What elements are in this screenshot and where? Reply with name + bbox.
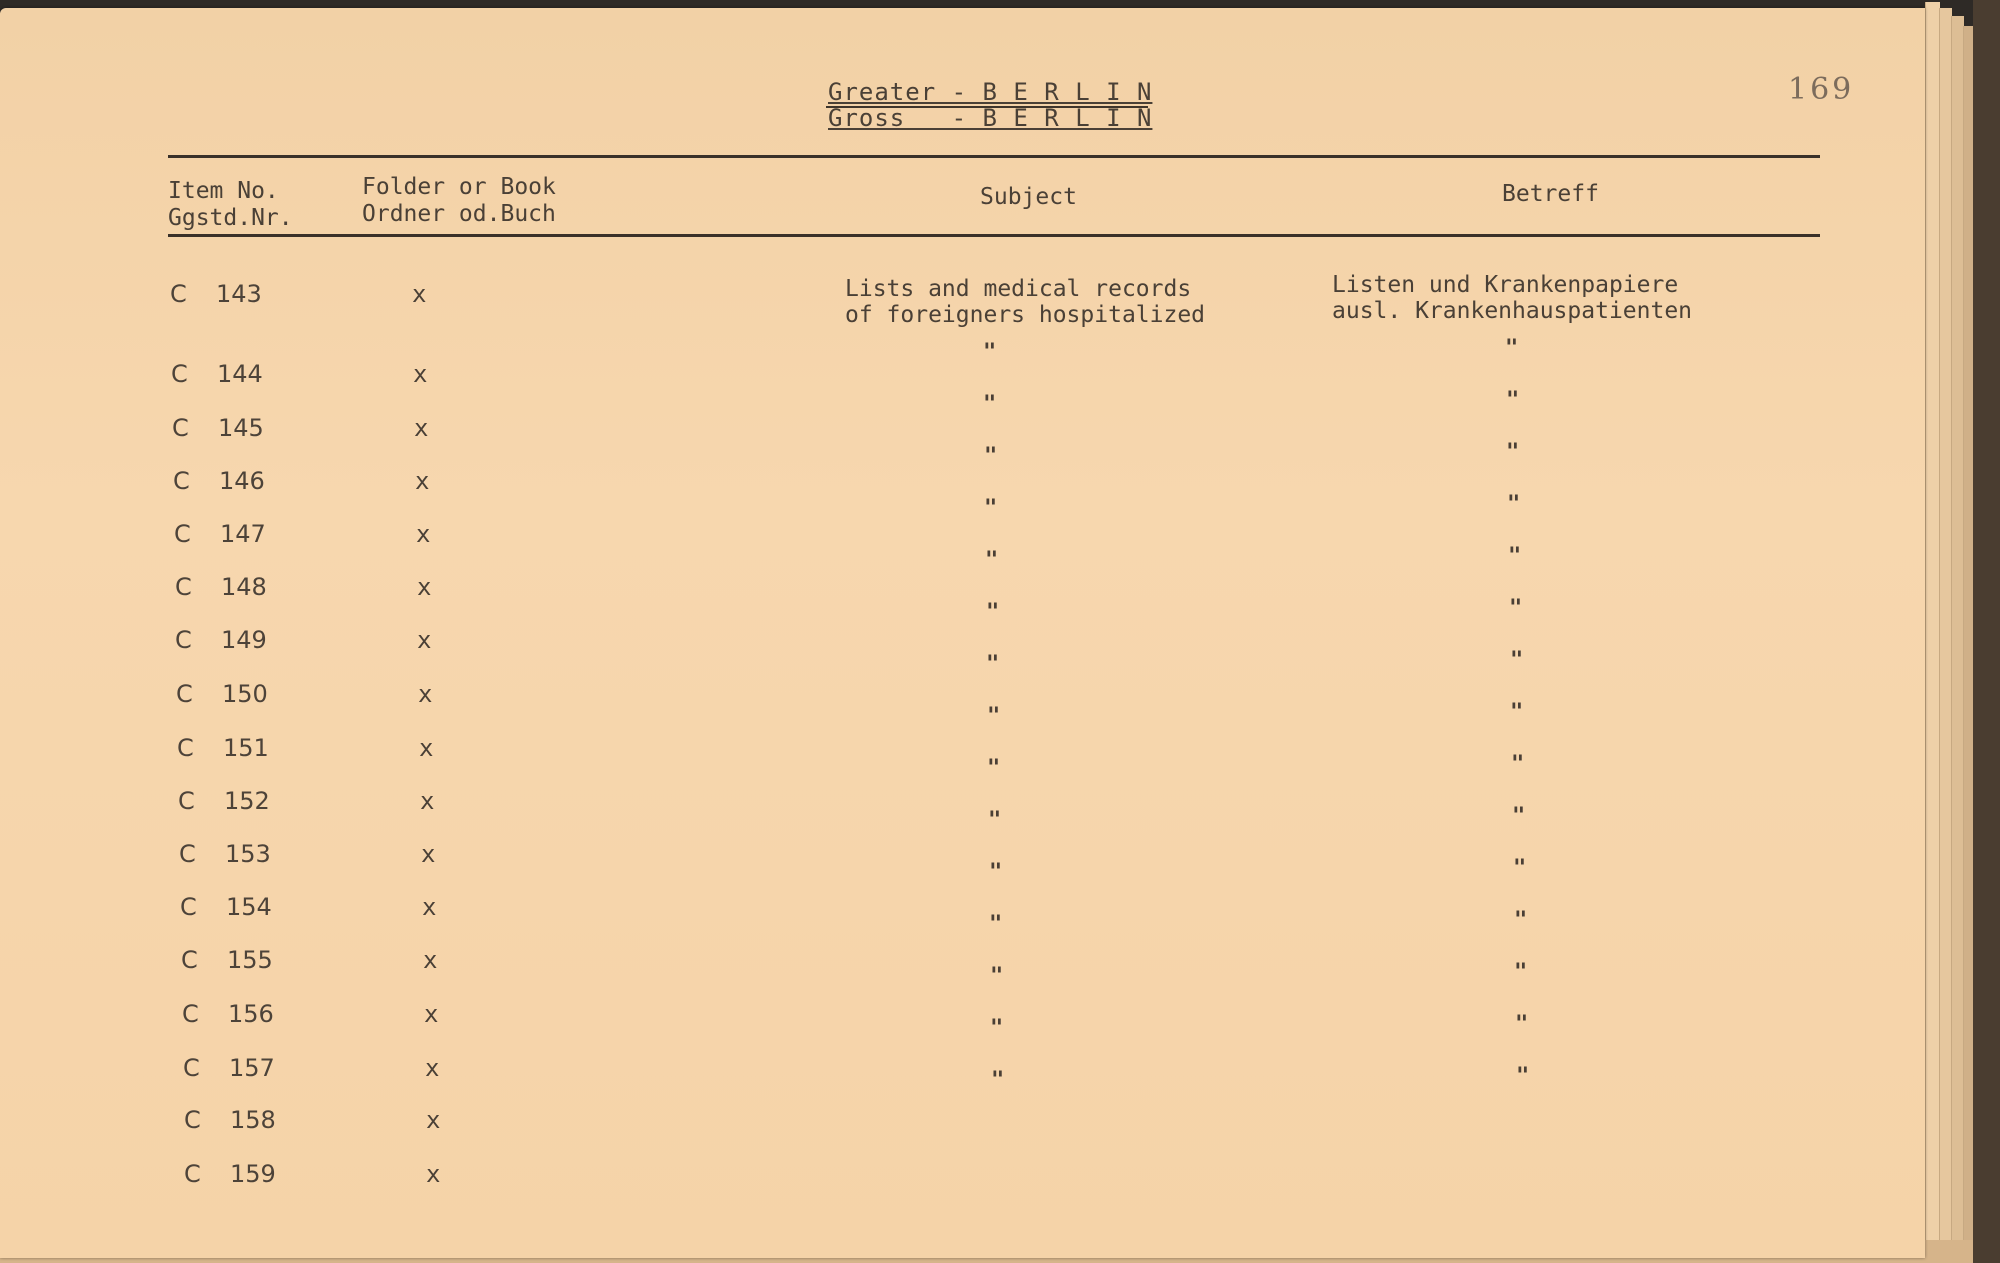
folder-mark: x [415,467,430,495]
betreff-ditto: " [1512,804,1526,829]
header-item-line2: Ggstd.Nr. [168,205,293,231]
subject-ditto: " [986,600,1000,625]
item-prefix: C [172,414,189,442]
item-prefix: C [184,1160,201,1188]
folder-mark: x [417,626,432,654]
folder-mark: x [419,734,434,762]
subject-description [845,276,1205,328]
item-number: 143 [216,280,262,308]
header-betreff: Betreff [1502,181,1599,207]
folder-mark: x [422,893,437,921]
betreff-line1: Listen und Krankenpapiere [1332,272,1679,298]
item-number: 152 [224,787,270,815]
item-prefix: C [182,1000,199,1028]
item-prefix: C [184,1106,201,1134]
item-prefix: C [179,840,196,868]
betreff-ditto: " [1510,700,1524,725]
subject-ditto: " [986,652,1000,677]
item-number: 156 [228,1000,274,1028]
subject-ditto: " [985,548,999,573]
betreff-line2: ausl. Krankenhauspatienten [1332,298,1693,324]
betreff-ditto: " [1509,596,1523,621]
subject-ditto: " [987,756,1001,781]
betreff-ditto: " [1511,752,1525,777]
betreff-ditto: " [1516,1064,1530,1089]
item-number: 148 [221,573,267,601]
item-prefix: C [175,573,192,601]
item-number: 150 [222,680,268,708]
subject-ditto: " [987,704,1001,729]
item-prefix: C [173,467,190,495]
folder-mark: x [412,280,427,308]
betreff-ditto: " [1507,492,1521,517]
item-prefix: C [171,360,188,388]
betreff-ditto: " [1514,960,1528,985]
item-number: 155 [227,946,273,974]
subject-ditto: " [983,340,997,365]
header-top-rule [168,155,1820,158]
item-number: 145 [218,414,264,442]
item-number: 159 [230,1160,276,1188]
header-bottom-rule [168,234,1820,237]
betreff-ditto: " [1513,856,1527,881]
subject-ditto: " [990,964,1004,989]
betreff-ditto: " [1506,388,1520,413]
item-prefix: C [170,280,187,308]
betreff-ditto: " [1510,648,1524,673]
page-number: 169 [1788,72,1855,107]
subject-ditto: " [983,392,997,417]
subject-ditto: " [984,496,998,521]
item-number: 146 [219,467,265,495]
subject-ditto: " [989,860,1003,885]
item-prefix: C [180,893,197,921]
folder-mark: x [414,414,429,442]
folder-mark: x [413,360,428,388]
betreff-ditto: " [1506,440,1520,465]
item-number: 158 [230,1106,276,1134]
betreff-description [1332,272,1692,324]
subject-ditto: " [989,912,1003,937]
title-line-2: Gross - B E R L I N [828,104,1153,132]
folder-mark: x [417,573,432,601]
item-prefix: C [183,1054,200,1082]
betreff-ditto: " [1505,336,1519,361]
folder-mark: x [421,840,436,868]
document-page [0,8,1925,1258]
subject-ditto: " [991,1068,1005,1093]
item-number: 154 [226,893,272,921]
item-number: 151 [223,734,269,762]
header-folder [362,174,556,228]
item-prefix: C [174,520,191,548]
header-folder-line2: Ordner od.Buch [362,201,556,227]
folder-mark: x [426,1106,441,1134]
folder-mark: x [420,787,435,815]
folder-mark: x [426,1160,441,1188]
betreff-ditto: " [1514,908,1528,933]
item-number: 153 [225,840,271,868]
item-number: 157 [229,1054,275,1082]
folder-mark: x [423,946,438,974]
header-subject: Subject [980,184,1077,210]
title-line-1: Greater - B E R L I N [828,78,1153,106]
item-prefix: C [177,734,194,762]
item-number: 149 [221,626,267,654]
item-prefix: C [176,680,193,708]
subject-line1: Lists and medical records [845,276,1192,302]
subject-ditto: " [990,1016,1004,1041]
header-item-no [168,178,293,232]
page-edge [1925,2,1940,1252]
item-prefix: C [175,626,192,654]
betreff-ditto: " [1515,1012,1529,1037]
folder-mark: x [418,680,433,708]
item-prefix: C [181,946,198,974]
betreff-ditto: " [1508,544,1522,569]
header-folder-line1: Folder or Book [362,174,556,200]
header-item-line1: Item No. [168,178,279,204]
subject-ditto: " [988,808,1002,833]
folder-mark: x [416,520,431,548]
folder-mark: x [424,1000,439,1028]
item-prefix: C [178,787,195,815]
item-number: 144 [217,360,263,388]
subject-ditto: " [984,444,998,469]
book-binding [1973,0,2000,1263]
subject-line2: of foreigners hospitalized [845,302,1206,328]
item-number: 147 [220,520,266,548]
folder-mark: x [425,1054,440,1082]
